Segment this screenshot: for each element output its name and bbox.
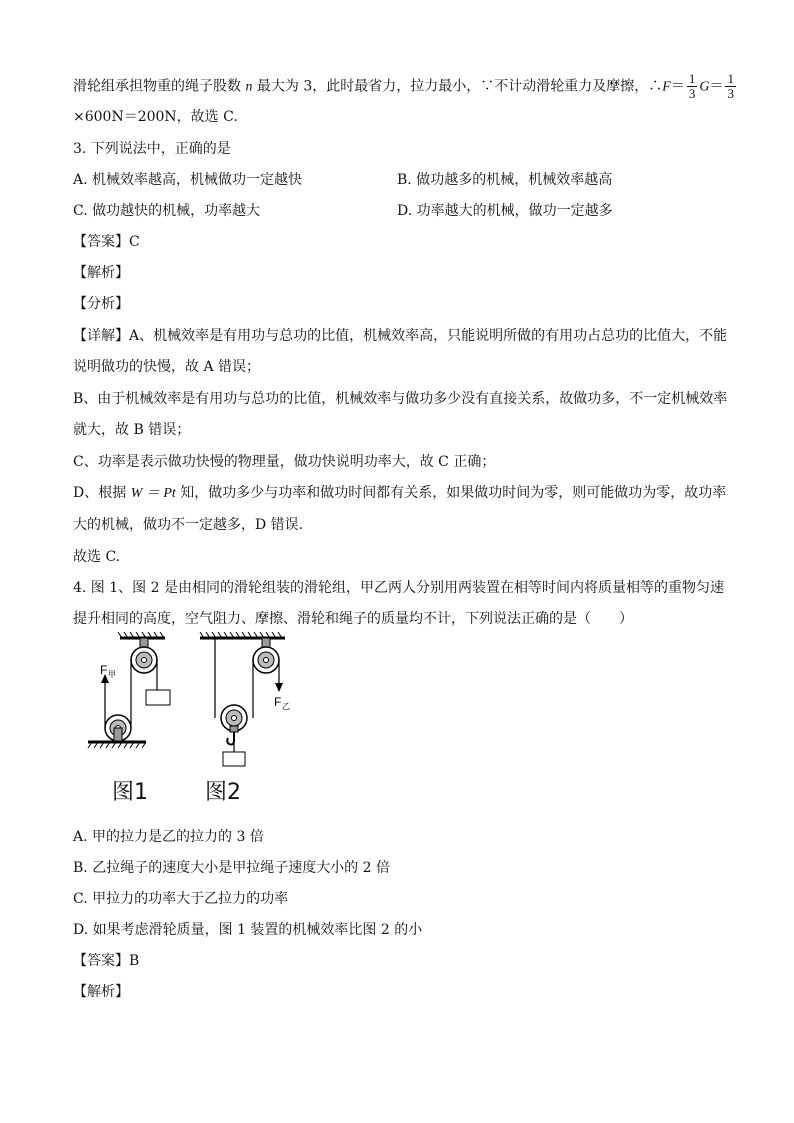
q4-option-d: D. 如果考虑滑轮质量，图 1 装置的机械效率比图 2 的小: [73, 922, 423, 938]
solution-line-1: [73, 72, 738, 101]
q3-option-a: A. 机械效率越高，机械做功一定越快: [73, 172, 303, 188]
q4-answer: 【答案】B: [73, 953, 140, 969]
q3-answer: 【答案】C: [73, 234, 140, 250]
q3-detail-5: C、功率是表示做功快慢的物理量，做功快说明功率大，故 C 正确；: [73, 454, 496, 470]
question-3-stem: 3. 下列说法中，正确的是: [73, 141, 231, 157]
q3-option-b: B. 做功越多的机械，机械效率越高: [397, 172, 613, 188]
force-1-label: F: [100, 663, 108, 677]
q3-option-d: D. 功率越大的机械，做功一定越多: [397, 203, 613, 219]
q3-detail-2: 说明做功的快慢，故 A 错误；: [73, 359, 261, 375]
q3-detail-4: 就大，故 B 错误；: [73, 422, 191, 438]
q3-option-c: C. 做功越快的机械，功率越大: [73, 203, 261, 219]
q4-analysis-label: 【解析】: [73, 984, 129, 1000]
q3-conclusion: 故选 C.: [73, 549, 121, 565]
equals-2: ＝: [709, 78, 724, 95]
formula-w-pt: W ＝ Pt: [130, 486, 176, 501]
figure-2-pulleys: [200, 632, 290, 766]
fraction-one-third-1: $\frac{1}{3}$: [688, 71, 696, 101]
solution-line-2: ×600N＝200N，故选 C.: [73, 109, 238, 125]
force-2-sub: 乙: [282, 702, 290, 711]
solution-text-a: 滑轮组承担物重的绳子股数: [73, 78, 246, 95]
figure-1-caption: 图1: [112, 780, 148, 805]
q3-detail-7: 大的机械，做功不一定越多，D 错误.: [73, 517, 304, 533]
q3-detail-6a: D、根据: [73, 485, 131, 501]
q3-detail-6b: 知，做功多少与功率和做功时间都有关系，如果做功时间为零，则可能做功为零，故功率: [175, 485, 727, 501]
force-2-label: F: [274, 695, 282, 709]
q4-option-b: B. 乙拉绳子的速度大小是甲拉绳子速度大小的 2 倍: [73, 860, 390, 876]
q3-detail-6: [73, 484, 726, 503]
figure-2-caption: 图2: [205, 780, 241, 805]
q3-analysis-label: 【解析】: [73, 265, 129, 281]
solution-text-b: 最大为 3，此时最省力，拉力最小，∵不计动滑轮重力及摩擦，∴: [252, 78, 663, 95]
q3-detail-3: B、由于机械效率是有用功与总功的比值，机械效率与做功多少没有直接关系，故做功多，不一定机械效率: [73, 391, 728, 407]
equals-1: ＝: [670, 78, 685, 95]
q4-option-c: C. 甲拉力的功率大于乙拉力的功率: [73, 891, 289, 907]
figure-1-pulleys: [88, 632, 170, 748]
variable-n: n: [245, 79, 253, 95]
q3-detail-1: 【详解】A、机械效率是有用功与总功的比值，机械效率高，只能说明所做的有用功占总功的比值大，不能: [73, 328, 728, 344]
question-4-stem-2: 提升相同的高度，空气阻力、摩擦、滑轮和绳子的质量均不计，下列说法正确的是（ ）: [73, 611, 633, 627]
variable-F: F: [662, 79, 671, 95]
question-4-stem-1: 4. 图 1、图 2 是由相同的滑轮组装的滑轮组，甲乙两人分别用两装置在相等时间内将质量相等的重物匀速: [73, 580, 724, 596]
q3-fenxi-label: 【分析】: [73, 296, 129, 312]
fraction-one-third-2: $\frac{1}{3}$: [727, 71, 734, 101]
q4-option-a: A. 甲的拉力是乙的拉力的 3 倍: [73, 829, 264, 845]
variable-G: G: [699, 79, 710, 95]
force-1-sub: 甲: [108, 670, 116, 679]
